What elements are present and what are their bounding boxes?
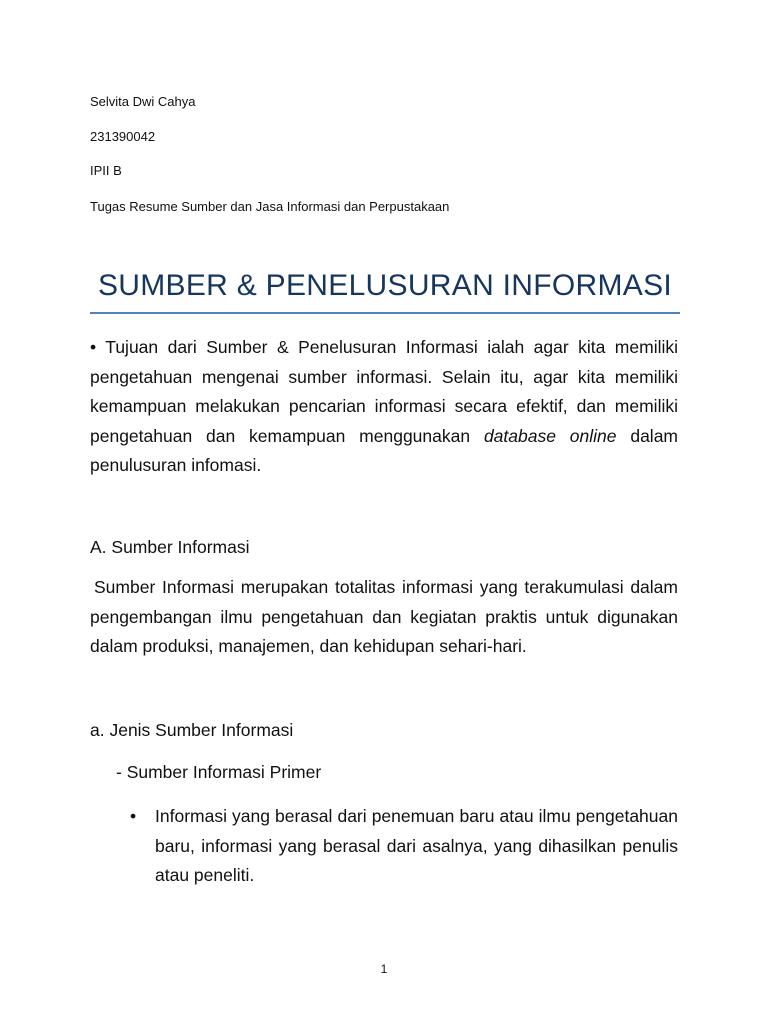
class-name: IPII B (90, 163, 122, 178)
intro-paragraph (90, 333, 678, 481)
primary-source-heading: - Sumber Informasi Primer (116, 762, 322, 782)
bullet-icon: • (130, 806, 137, 826)
section-a-heading: A. Sumber Informasi (90, 537, 250, 557)
intro-bullet: • (90, 337, 97, 357)
title-underline (90, 312, 680, 314)
intro-text-end: dalam penulusuran infomasi. (90, 425, 679, 475)
page-number: 1 (380, 962, 388, 976)
bullet-text: Informasi yang berasal dari penemuan baru atau ilmu pengetahuan baru, informasi yang berasal dari asalnya, yang dihasilkan penulis atau peneliti. (155, 806, 678, 885)
document-title: SUMBER & PENELUSURAN INFORMASI (97, 269, 673, 302)
student-id: 231390042 (90, 129, 156, 144)
intro-italic-term: database online (483, 425, 617, 446)
author-name: Selvita Dwi Cahya (90, 94, 196, 109)
intro-text: Tujuan dari Sumber & Penelusuran Informasi ialah agar kita memiliki pengetahuan mengenai sumber informasi. Selain itu, agar kita memiliki kemampuan melakukan pencarian informasi secara efektif, dan memiliki pengetahuan dan kemampuan menggunakan (90, 337, 678, 446)
section-a-paragraph: Sumber Informasi merupakan totalitas informasi yang terakumulasi dalam pengembangan ilmu pengetahuan dan kegiatan praktis untuk digunakan dalam produksi, manajemen, dan kehidupan sehari-hari. (90, 577, 678, 656)
assignment-title: Tugas Resume Sumber dan Jasa Informasi dan Perpustakaan (90, 199, 450, 214)
subsection-a-heading: a. Jenis Sumber Informasi (90, 720, 294, 740)
